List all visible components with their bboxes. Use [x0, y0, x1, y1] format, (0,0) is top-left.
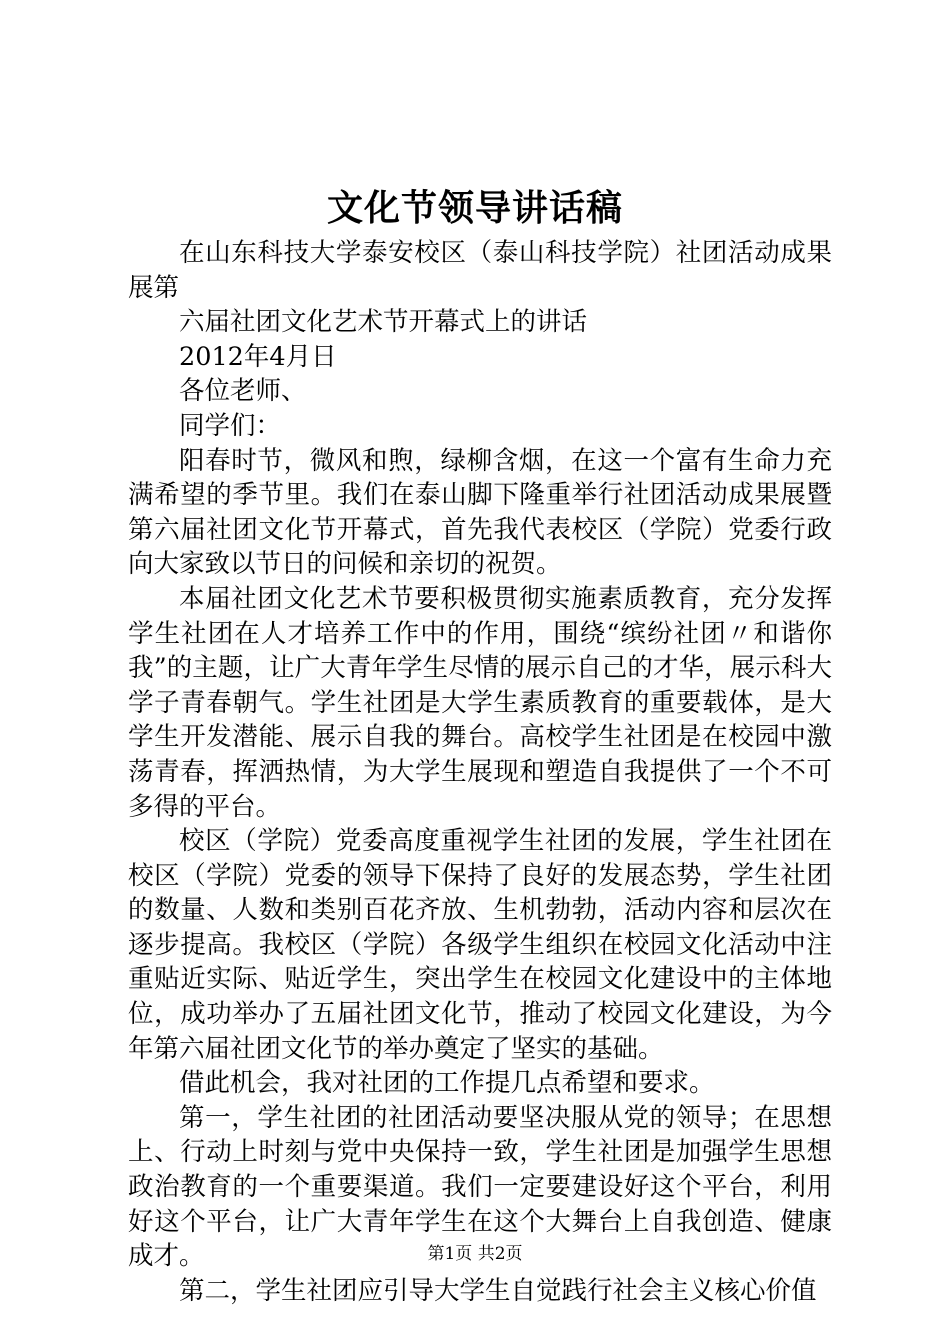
paragraph-development: 校区（学院）党委高度重视学生社团的发展，学生社团在校区（学院）党委的领导下保持了良好的发展态势，学生社团的数量、人数和类别百花齐放、生机勃勃，活动内容和层次在逐步提高。我校区（学院）各级学生组织在校园文化活动中注重贴近实际、贴近学生，突出学生在校园文化建设中的主体地位，成功举办了五届社团文化节，推动了校园文化建设，为今年第六届社团文化节的举办奠定了坚实的基础。 [128, 826, 832, 1064]
paragraph-point-one: 第一，学生社团的社团活动要坚决服从党的领导；在思想上、行动上时刻与党中央保持一致，学生社团是加强学生思想政治教育的一个重要渠道。我们一定要建设好这个平台，利用好这个平台，让广大青年学生在这个大舞台上自我创造、健康成才。 [128, 1102, 832, 1272]
subtitle-line-2: 六届社团文化艺术节开幕式上的讲话 [179, 307, 588, 338]
paragraph-point-two: 第二，学生社团应引导大学生自觉践行社会主义核心价值 [179, 1275, 817, 1306]
subtitle-line-1: 在山东科技大学泰安校区（泰山科技学院）社团活动成果展第 [128, 238, 832, 303]
salutation-teachers: 各位老师、 [179, 376, 307, 407]
salutation-students: 同学们： [179, 410, 282, 441]
document-body [128, 236, 832, 1308]
paragraph-opening: 阳春时节，微风和煦，绿柳含烟，在这一个富有生命力充满希望的季节里。我们在泰山脚下隆重举行社团活动成果展暨第六届社团文化节开幕式，首先我代表校区（学院）党委行政向大家致以节日的问候和亲切的祝贺。 [128, 445, 832, 580]
date-line: 2012年4月日 [179, 341, 337, 372]
document-title: 文化节领导讲话稿 [326, 187, 623, 229]
paragraph-festival-theme: 本届社团文化艺术节要积极贯彻实施素质教育，充分发挥学生社团在人才培养工作中的作用，围绕“缤纷社团〃和谐你我”的主题，让广大青年学生尽情的展示自己的才华，展示科大学子青春朝气。学生社团是大学生素质教育的重要载体，是大学生开发潜能、展示自我的舞台。高校学生社团是在校园中激荡青春，挥洒热情，为大学生展现和塑造自我提供了一个不可多得的平台。 [128, 583, 832, 822]
paragraph-requirements-intro: 借此机会，我对社团的工作提几点希望和要求。 [179, 1068, 715, 1099]
page-footer: 第1页 共2页 [427, 1244, 523, 1264]
